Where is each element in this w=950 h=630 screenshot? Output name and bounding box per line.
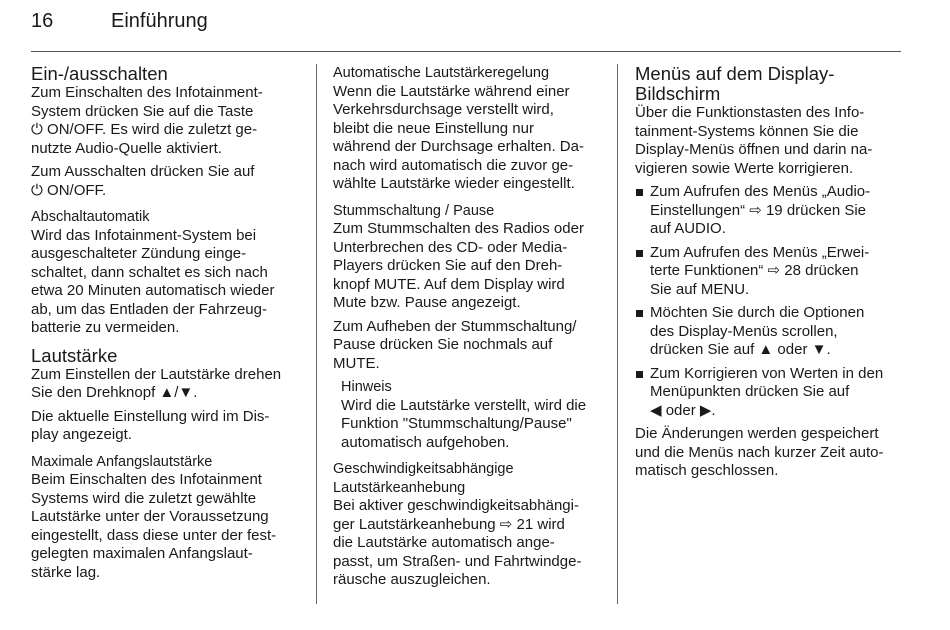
paragraph (333, 497, 603, 590)
text-line: play angezeigt. (31, 426, 132, 443)
text-line: Wenn die Lautstärke während einer (333, 82, 570, 100)
text-line: Lautstärkeanhebung (333, 479, 466, 496)
text-line: Verkehrsdurchsage verstellt wird, (333, 101, 554, 118)
list-item (635, 365, 903, 421)
paragraph (333, 318, 603, 374)
text-line: Mute bzw. Pause angezeigt. (333, 294, 521, 311)
page-number: 16 (31, 10, 54, 32)
text-line: Menüs auf dem Display- (635, 63, 835, 84)
text-line: Zum Aufrufen des Menüs „Audio- (650, 183, 871, 200)
text-line: Möchten Sie durch die Optionen (650, 304, 865, 321)
bullet-square-icon (636, 371, 643, 378)
text-line: batterie zu vermeiden. (31, 319, 180, 336)
text-line: ◀ oder ▶. (650, 401, 716, 419)
note-box (333, 378, 603, 452)
section-lautstaerke (31, 346, 303, 445)
text-line: Einstellungen“ ⇨ 19 drücken Sie (650, 201, 867, 219)
bullet-square-icon (636, 310, 643, 317)
text-line: auf AUDIO. (650, 220, 726, 237)
text-line: Funktion "Stummschaltung/Pause" (341, 415, 572, 432)
list-item (635, 183, 903, 239)
text-line: Zum Einstellen der Lautstärke drehen (31, 365, 282, 383)
text-line: bleibt die neue Einstellung nur (333, 119, 534, 137)
subsection-title: Maximale Anfangslautstärke (31, 453, 213, 470)
section-maximale-anfangslautstaerke (31, 453, 303, 583)
column-divider-2 (617, 64, 618, 604)
text-line: Zum Aufheben der Stummschaltung/ (333, 317, 577, 335)
text-line: Über die Funktionstasten des Info- (635, 104, 865, 121)
subsection-title (333, 460, 603, 497)
text-line: Display-Menüs öffnen und darin na- (635, 141, 873, 158)
paragraph (333, 220, 603, 313)
text-line: ausgeschalteter Zündung einge- (31, 245, 247, 262)
text-line: und die Menüs nach kurzer Zeit auto- (635, 443, 884, 461)
section-title (635, 64, 903, 104)
text-line: drücken Sie auf ▲ oder ▼. (650, 341, 831, 358)
section-menues-display (635, 64, 903, 481)
text-line: Menüpunkten drücken Sie auf (650, 383, 850, 400)
paragraph (31, 84, 303, 158)
list-item (635, 244, 903, 300)
note-title: Hinweis (341, 379, 392, 395)
paragraph (333, 83, 603, 194)
text-line: wählte Lautstärke wieder eingestellt. (333, 175, 575, 192)
section-abschaltautomatik (31, 208, 303, 338)
text-line: ⏻ ON/OFF. Es wird die zuletzt ge- (31, 121, 258, 138)
section-automatische-lautstaerkeregelung (333, 64, 603, 194)
paragraph (635, 425, 903, 481)
text-line: terte Funktionen“ ⇨ 28 drücken (650, 262, 859, 279)
section-stummschaltung (333, 202, 603, 453)
text-line: ger Lautstärkeanhebung ⇨ 21 wird (333, 515, 565, 533)
bullet-square-icon (636, 250, 643, 257)
bullet-square-icon (636, 189, 643, 196)
text-line: Die aktuelle Einstellung wird im Dis- (31, 407, 270, 425)
text-line: etwa 20 Minuten automatisch wieder (31, 282, 275, 299)
column-3 (635, 64, 903, 489)
text-line: Pause drücken Sie nochmals auf (333, 336, 553, 353)
text-line: Zum Aufrufen des Menüs „Erwei- (650, 243, 870, 261)
text-line: Systems wird die zuletzt gewählte (31, 489, 257, 507)
paragraph (31, 408, 303, 445)
text-line: schaltet, dann schaltet es sich nach (31, 263, 268, 281)
text-line: automatisch aufgehoben. (341, 433, 510, 451)
text-line: Players drücken Sie auf den Dreh- (333, 257, 563, 274)
text-line: Zum Einschalten des Infotainment- (31, 84, 263, 101)
text-line: gelegten maximalen Anfangslaut- (31, 545, 253, 562)
text-line: matisch geschlossen. (635, 462, 779, 479)
text-line: Wird die Lautstärke verstellt, wird die (341, 396, 587, 414)
section-title: Lautstärke (31, 344, 118, 366)
text-line: nach wird automatisch die zuvor ge- (333, 156, 574, 174)
text-line: Sie auf MENU. (650, 280, 750, 298)
text-line: Bildschirm (635, 83, 721, 104)
text-line: Lautstärke unter der Voraussetzung (31, 508, 269, 525)
text-line: räusche auszugleichen. (333, 571, 491, 588)
subsection-title: Abschaltautomatik (31, 209, 150, 225)
chapter-title: Einführung (111, 10, 208, 32)
section-ein-ausschalten (31, 64, 303, 200)
text-line: MUTE. (333, 354, 380, 372)
paragraph (31, 163, 303, 200)
text-line: Unterbrechen des CD- oder Media- (333, 238, 568, 256)
page-header (31, 10, 901, 40)
section-title: Ein-/ausschalten (31, 63, 168, 84)
text-line: ⏻ ON/OFF. (31, 181, 107, 199)
text-line: passt, um Straßen- und Fahrtwindge- (333, 552, 582, 570)
bullet-list (635, 183, 903, 420)
paragraph (635, 104, 903, 178)
text-line: knopf MUTE. Auf dem Display wird (333, 275, 565, 293)
text-line: nutzte Audio-Quelle aktiviert. (31, 139, 222, 157)
header-rule (31, 51, 901, 52)
text-line: tainment-Systems können Sie die (635, 122, 859, 140)
text-line: stärke lag. (31, 563, 101, 581)
text-line: System drücken Sie auf die Taste (31, 102, 254, 120)
text-line: eingestellt, dass diese unter der fest- (31, 526, 277, 544)
text-line: die Lautstärke automatisch ange- (333, 534, 555, 551)
subsection-title: Automatische Lautstärkeregelung (333, 65, 550, 81)
column-2 (333, 64, 603, 598)
list-item (635, 304, 903, 360)
text-line: des Display-Menüs scrollen, (650, 322, 838, 340)
text-line: Die Änderungen werden gespeichert (635, 425, 879, 442)
text-line: Zum Ausschalten drücken Sie auf (31, 163, 255, 180)
column-divider-1 (316, 64, 317, 604)
text-line: Sie den Drehknopf ▲/▼. (31, 384, 198, 401)
text-line: Geschwindigkeitsabhängige (333, 461, 514, 477)
subsection-title: Stummschaltung / Pause (333, 202, 495, 219)
text-line: Zum Stummschalten des Radios oder (333, 220, 584, 237)
text-line: vigieren sowie Werte korrigieren. (635, 159, 854, 177)
text-line: Zum Korrigieren von Werten in den (650, 364, 884, 382)
text-line: Bei aktiver geschwindigkeitsabhängi- (333, 497, 579, 514)
text-line: Beim Einschalten des Infotainment (31, 471, 262, 488)
text-line: während der Durchsage erhalten. Da- (333, 138, 584, 155)
column-1 (31, 64, 303, 590)
paragraph (31, 471, 303, 582)
text-line: Wird das Infotainment-System bei (31, 226, 257, 244)
text-line: ab, um das Entladen der Fahrzeug- (31, 300, 267, 318)
section-geschwindigkeitsabhaengige-lautstaerkeanhebung (333, 460, 603, 590)
paragraph (31, 366, 303, 403)
paragraph (31, 227, 303, 338)
